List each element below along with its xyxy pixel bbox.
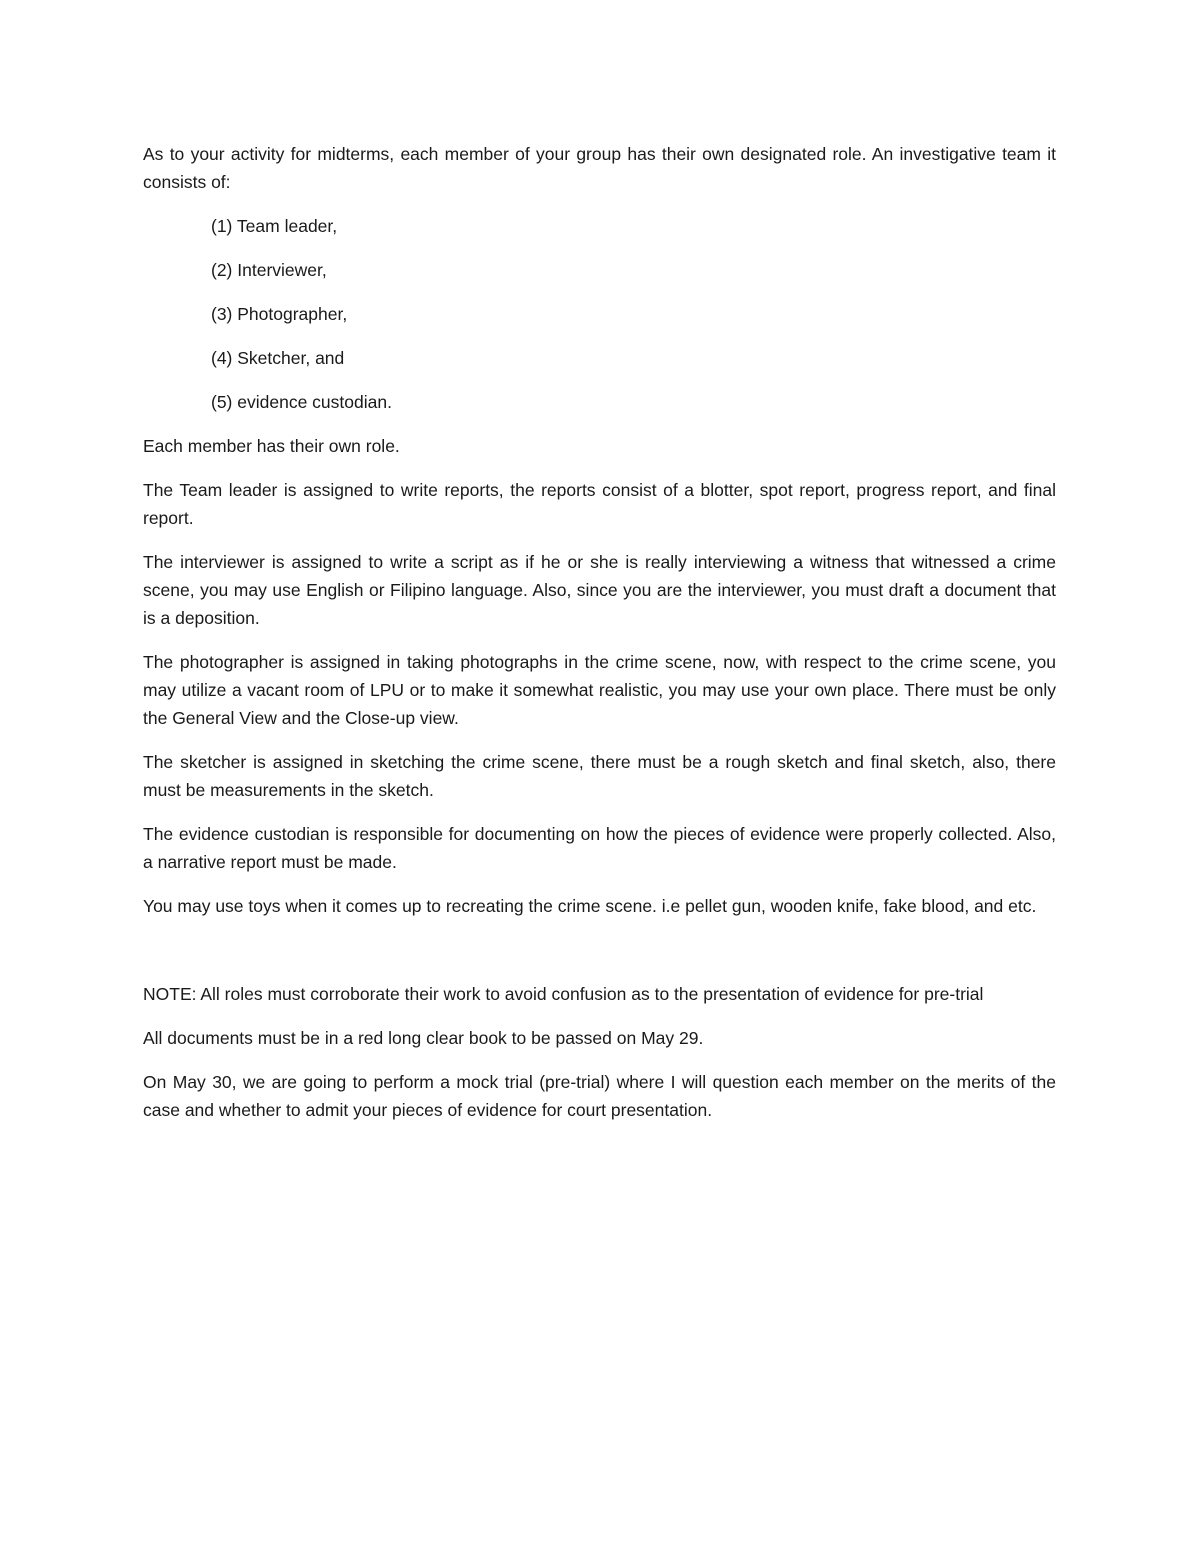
evidence-custodian-paragraph: The evidence custodian is responsible for documenting on how the pieces of evidence were properly collected. Also, a narrative report must be made. [143, 824, 1056, 872]
photographer-paragraph: The photographer is assigned in taking photographs in the crime scene, now, with respect to the crime scene, you may utilize a vacant room of LPU or to make it somewhat realistic, you may use your own place. There must be only the General View and the Close-up view. [143, 652, 1056, 728]
role-item-photographer: (3) Photographer, [211, 304, 348, 324]
sketcher-paragraph: The sketcher is assigned in sketching the crime scene, there must be a rough sketch and final sketch, also, there must be measurements in the sketch. [143, 752, 1056, 800]
document-body [143, 140, 1056, 1140]
intro-paragraph: As to your activity for midterms, each member of your group has their own designated role. An investigative team it consists of: [143, 144, 1056, 192]
toys-paragraph: You may use toys when it comes up to recreating the crime scene. i.e pellet gun, wooden knife, fake blood, and etc. [143, 896, 1037, 916]
role-list [143, 212, 1056, 416]
team-leader-paragraph: The Team leader is assigned to write reports, the reports consist of a blotter, spot report, progress report, and final report. [143, 480, 1056, 528]
blank-line [143, 936, 1056, 980]
roles-summary-paragraph: Each member has their own role. [143, 436, 400, 456]
role-item-interviewer: (2) Interviewer, [211, 260, 327, 280]
role-item-team-leader: (1) Team leader, [211, 216, 338, 236]
note-paragraph: NOTE: All roles must corroborate their work to avoid confusion as to the presentation of evidence for pre-trial [143, 984, 984, 1004]
submission-paragraph: All documents must be in a red long clear book to be passed on May 29. [143, 1028, 704, 1048]
interviewer-paragraph: The interviewer is assigned to write a script as if he or she is really interviewing a witness that witnessed a crime scene, you may use English or Filipino language. Also, since you are the interviewer, you must draft a document that is a deposition. [143, 552, 1056, 628]
mock-trial-paragraph: On May 30, we are going to perform a mock trial (pre-trial) where I will question each member on the merits of the case and whether to admit your pieces of evidence for court presentation. [143, 1072, 1056, 1120]
role-item-evidence-custodian: (5) evidence custodian. [211, 392, 392, 412]
role-item-sketcher: (4) Sketcher, and [211, 348, 345, 368]
